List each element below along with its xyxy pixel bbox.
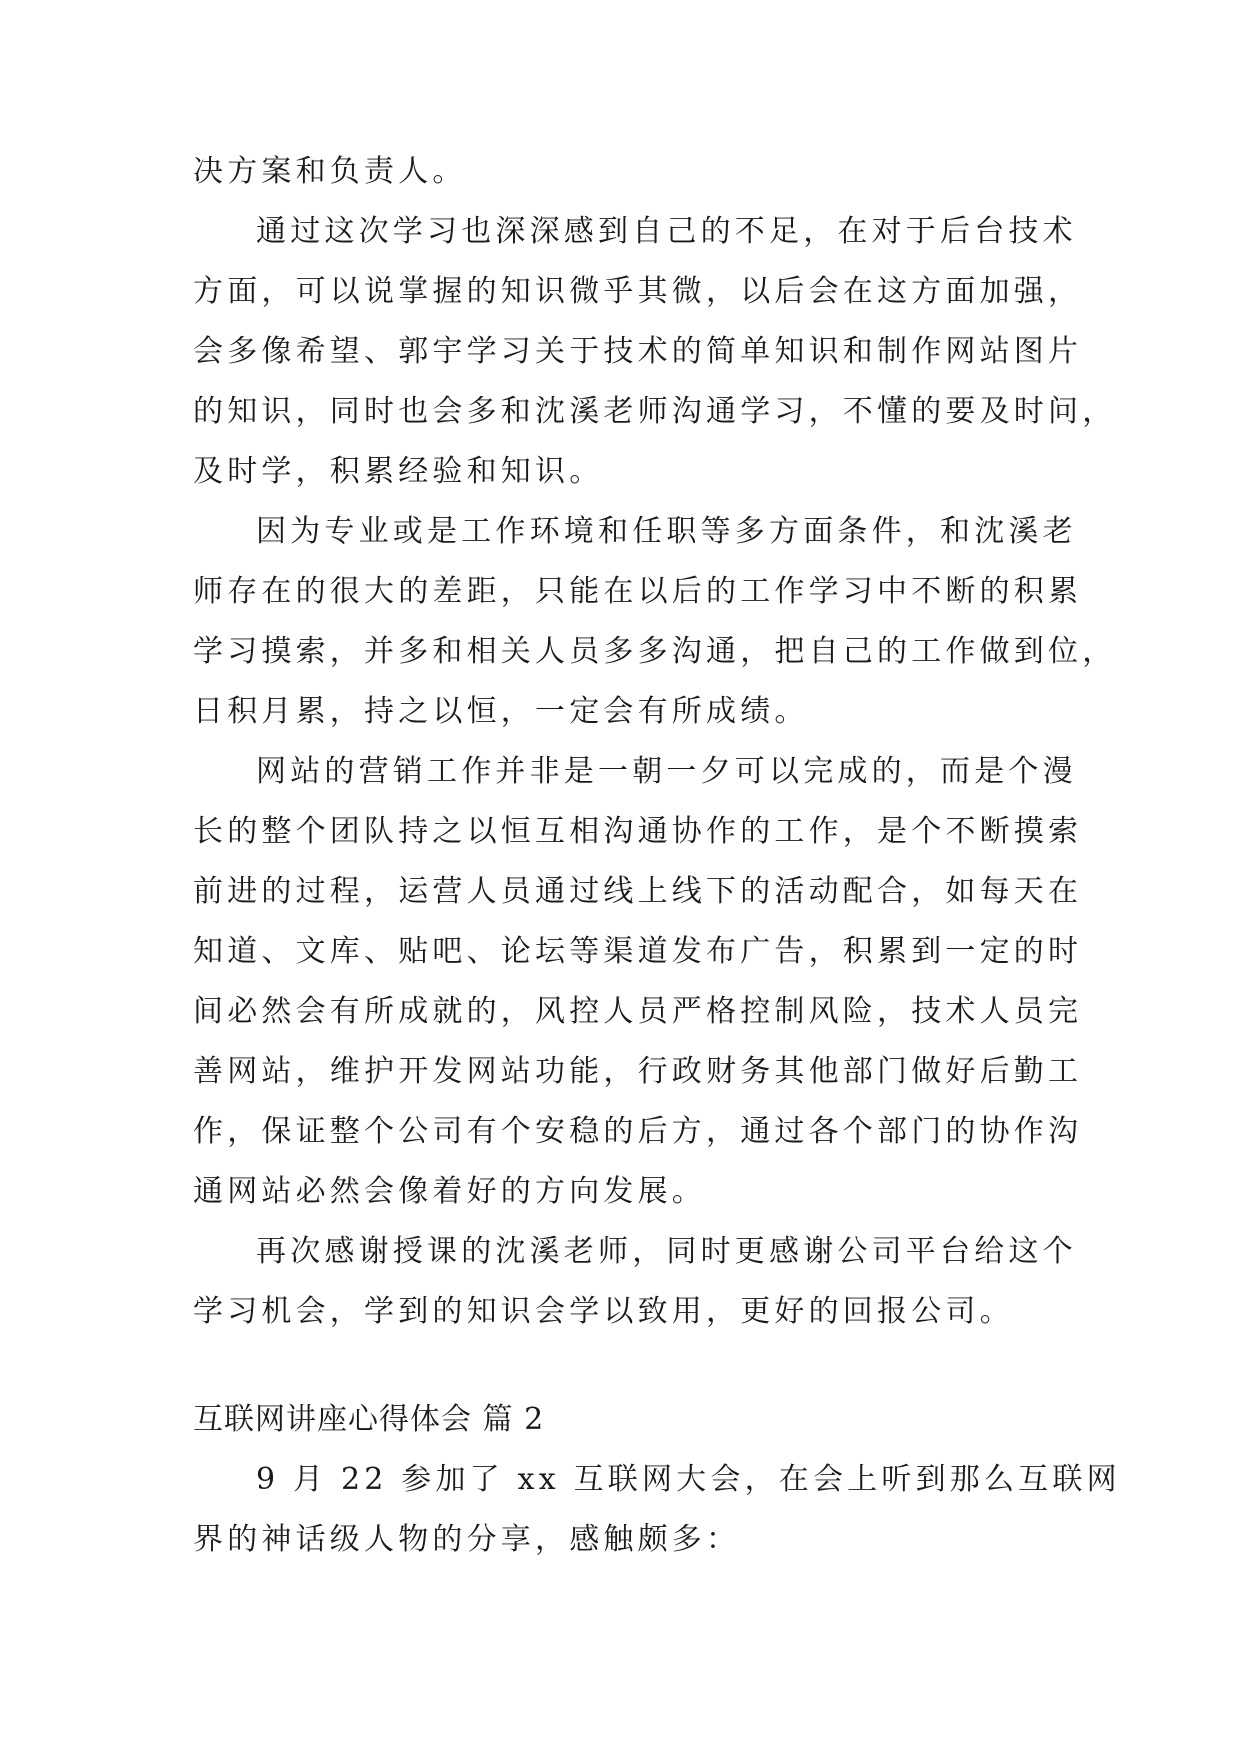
text-line: 长的整个团队持之以恒互相沟通协作的工作，是个不断摸索 xyxy=(193,814,1083,849)
text-line: 学习摸索，并多和相关人员多多沟通，把自己的工作做到位， xyxy=(193,634,1117,669)
text-line: 知道、文库、贴吧、论坛等渠道发布广告，积累到一定的时 xyxy=(193,934,1083,969)
text-line: 间必然会有所成就的，风控人员严格控制风险，技术人员完 xyxy=(193,994,1083,1029)
paragraph-start: 网站的营销工作并非是一朝一夕可以完成的，而是个漫 xyxy=(256,754,1077,789)
text-line: 善网站，维护开发网站功能，行政财务其他部门做好后勤工 xyxy=(193,1054,1083,1089)
text-line: 会多像希望、郭宇学习关于技术的简单知识和制作网站图片 xyxy=(193,334,1083,369)
text-line: 及时学，积累经验和知识。 xyxy=(193,454,604,489)
text-line: 学习机会，学到的知识会学以致用，更好的回报公司。 xyxy=(193,1294,1014,1329)
paragraph-start: 通过这次学习也深深感到自己的不足，在对于后台技术 xyxy=(256,214,1077,249)
text-line: 的知识，同时也会多和沈溪老师沟通学习，不懂的要及时问， xyxy=(193,394,1117,429)
text-line: 通网站必然会像着好的方向发展。 xyxy=(193,1174,706,1209)
text-line: 日积月累，持之以恒，一定会有所成绩。 xyxy=(193,694,809,729)
paragraph-start: 因为专业或是工作环境和任职等多方面条件，和沈溪老 xyxy=(256,514,1077,549)
paragraph-start: 再次感谢授课的沈溪老师，同时更感谢公司平台给这个 xyxy=(256,1234,1077,1269)
text-line: 作，保证整个公司有个安稳的后方，通过各个部门的协作沟 xyxy=(193,1114,1083,1149)
text-line: 师存在的很大的差距，只能在以后的工作学习中不断的积累 xyxy=(193,574,1083,609)
text-line: 界的神话级人物的分享，感触颇多： xyxy=(193,1522,741,1557)
paragraph-start: 9 月 22 参加了 xx 互联网大会，在会上听到那么互联网 xyxy=(256,1462,1121,1497)
section-heading: 互联网讲座心得体会 篇 2 xyxy=(193,1402,545,1437)
text-line: 决方案和负责人。 xyxy=(193,154,467,189)
text-line: 方面，可以说掌握的知识微乎其微，以后会在这方面加强， xyxy=(193,274,1083,309)
text-line: 前进的过程，运营人员通过线上线下的活动配合，如每天在 xyxy=(193,874,1083,909)
